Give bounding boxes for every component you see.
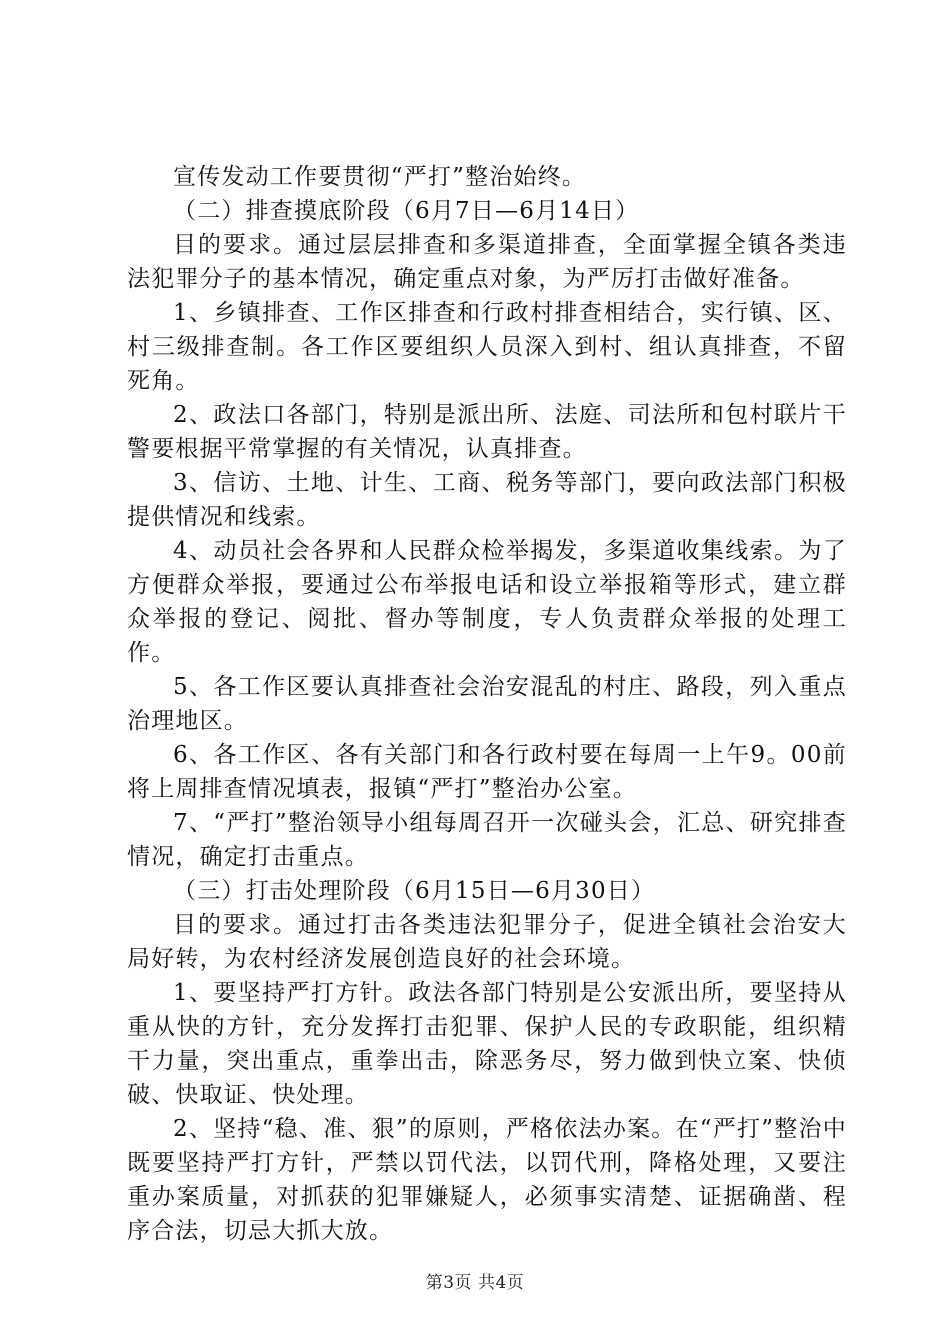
paragraph-investigation-goal: 目的要求。通过层层排查和多渠道排查，全面掌握全镇各类违法犯罪分子的基本情况，确定重点对象，为严厉打击做好准备。 xyxy=(127,232,847,292)
page-footer xyxy=(0,1268,950,1293)
section-heading-crackdown: （三）打击处理阶段（6月15日—6月30日） xyxy=(173,878,656,904)
paragraph-item-2: 2、政法口各部门，特别是派出所、法庭、司法所和包村联片干警要根据平常掌握的有关情况，认真排查。 xyxy=(127,402,847,462)
paragraph-item-4: 4、动员社会各界和人民群众检举揭发，多渠道收集线索。为了方便群众举报，要通过公布举报电话和设立举报箱等形式，建立群众举报的登记、阅批、督办等制度，专人负责群众举报的处理工作。 xyxy=(127,538,847,666)
paragraph-crackdown-item-1: 1、要坚持严打方针。政法各部门特别是公安派出所，要坚持从重从快的方针，充分发挥打击犯罪、保护人民的专政职能，组织精干力量，突出重点，重拳出击，除恶务尽，努力做到快立案、快侦破、快取证、快处理。 xyxy=(127,980,847,1108)
section-heading-investigation: （二）排查摸底阶段（6月7日—6月14日） xyxy=(173,198,640,224)
page-number-label: 第3页 共4页 xyxy=(425,1273,525,1293)
paragraph-intro-continuation: 宣传发动工作要贯彻“严打”整治始终。 xyxy=(173,164,587,190)
paragraph-crackdown-item-2: 2、坚持“稳、准、狠”的原则，严格依法办案。在“严打”整治中既要坚持严打方针，严禁以罚代法，以罚代刑，降格处理，又要注重办案质量，对抓获的犯罪嫌疑人，必须事实清楚、证据确凿、程序合法，切忌大抓大放。 xyxy=(127,1116,847,1244)
paragraph-item-1: 1、乡镇排查、工作区排查和行政村排查相结合，实行镇、区、村三级排查制。各工作区要组织人员深入到村、组认真排查，不留死角。 xyxy=(127,300,847,394)
paragraph-item-5: 5、各工作区要认真排查社会治安混乱的村庄、路段，列入重点治理地区。 xyxy=(127,674,847,734)
paragraph-item-3: 3、信访、土地、计生、工商、税务等部门，要向政法部门积极提供情况和线索。 xyxy=(127,470,847,530)
paragraph-crackdown-goal: 目的要求。通过打击各类违法犯罪分子，促进全镇社会治安大局好转，为农村经济发展创造良好的社会环境。 xyxy=(127,912,847,972)
paragraph-item-7: 7、“严打”整治领导小组每周召开一次碰头会，汇总、研究排查情况，确定打击重点。 xyxy=(127,810,847,870)
paragraph-item-6: 6、各工作区、各有关部门和各行政村要在每周一上午9。00前将上周排查情况填表，报镇“严打”整治办公室。 xyxy=(127,742,847,802)
document-body xyxy=(127,160,847,1248)
